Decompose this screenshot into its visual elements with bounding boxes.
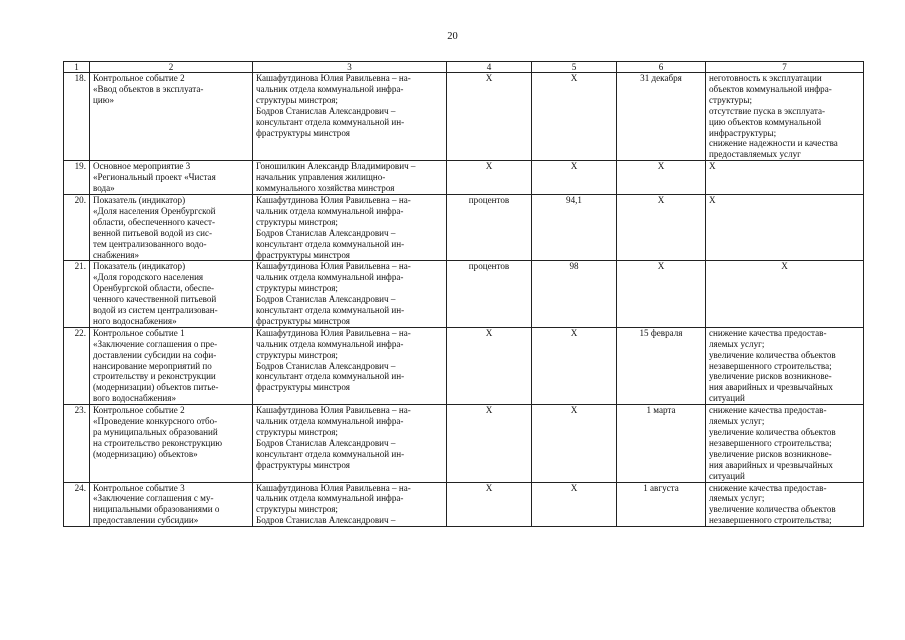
column-header: 2	[90, 62, 253, 73]
responsible-cell	[253, 405, 447, 482]
cell-text-line: Бодров Станислав Александрович –	[256, 437, 396, 448]
cell-text-line: чальник отдела коммунальной инфра-	[256, 272, 404, 283]
unit-cell: процентов	[447, 194, 532, 260]
cell-text-line: доставлении субсидии на софи-	[93, 349, 217, 360]
date-cell: X	[617, 261, 706, 327]
cell-text-line: ченного качественной питьевой	[93, 294, 217, 305]
cell-text-line: отсутствие пуска в эксплуата-	[709, 105, 826, 116]
cell-text-line: Основное мероприятие 3	[93, 161, 191, 172]
cell-text-line: Кашафутдинова Юлия Равильевна – на-	[256, 482, 411, 493]
event-cell	[90, 194, 253, 260]
page-number: 20	[447, 31, 458, 42]
cell-text-line: ляемых услуг;	[709, 416, 765, 427]
row-number-cell: 24.	[64, 482, 90, 527]
cell-text-line: ситуаций	[709, 470, 745, 481]
event-cell	[90, 161, 253, 195]
cell-text-line: чальник отдела коммунальной инфра-	[256, 338, 404, 349]
cell-text-line: структуры;	[709, 94, 752, 105]
responsible-cell	[253, 261, 447, 327]
cell-text-line: структуры минстроя;	[256, 94, 338, 105]
value-cell: 98	[532, 261, 617, 327]
cell-text-line: объектов коммунальной инфра-	[709, 83, 832, 94]
unit-cell: X	[447, 73, 532, 161]
column-header: 5	[532, 62, 617, 73]
cell-text-line: Контрольное событие 1	[93, 327, 185, 338]
cell-text-line: увеличение количества объектов	[709, 349, 836, 360]
cell-text-line: фраструктуры минстроя	[256, 249, 350, 260]
cell-text-line: ситуаций	[709, 393, 745, 404]
cell-text-line: структуры минстроя;	[256, 349, 338, 360]
cell-text-line: структуры минстроя;	[256, 504, 338, 515]
table-row	[64, 405, 864, 482]
cell-text-line: снижение качества предостав-	[709, 327, 827, 338]
table-row	[64, 327, 864, 404]
unit-cell: X	[447, 327, 532, 404]
cell-text-line: Кашафутдинова Юлия Равильевна – на-	[256, 73, 411, 83]
cell-text-line: ляемых услуг;	[709, 338, 765, 349]
cell-text-line: чальник отдела коммунальной инфра-	[256, 416, 404, 427]
cell-text-line: снижение надежности и качества	[709, 138, 838, 149]
cell-text-line: венной питьевой водой из сис-	[93, 227, 213, 238]
cell-text-line: Контрольное событие 2	[93, 405, 185, 416]
row-number-cell: 21.	[64, 261, 90, 327]
cell-text-line: области, обеспеченного качест-	[93, 216, 216, 227]
value-cell: X	[532, 482, 617, 527]
table-row	[64, 161, 864, 195]
cell-text-line: фраструктуры минстроя	[256, 382, 350, 393]
cell-text-line: Бодров Станислав Александрович –	[256, 360, 396, 371]
cell-text-line: увеличение рисков возникнове-	[709, 448, 832, 459]
value-cell: X	[532, 327, 617, 404]
cell-text-line: Кашафутдинова Юлия Равильевна – на-	[256, 261, 411, 272]
page-bottom-margin	[0, 582, 905, 640]
cell-text-line: Оренбургской области, обеспе-	[93, 283, 215, 294]
cell-text-line: вого водоснабжения»	[93, 393, 177, 404]
event-cell	[90, 261, 253, 327]
event-cell	[90, 405, 253, 482]
event-cell	[90, 327, 253, 404]
cell-text-line: незавершенного строительства;	[709, 515, 832, 526]
cell-text-line: ляемых услуг;	[709, 493, 765, 504]
cell-text-line: чальник отдела коммунальной инфра-	[256, 493, 404, 504]
cell-text-line: снабжения»	[93, 249, 140, 260]
cell-text-line: «Проведение конкурсного отбо-	[93, 416, 218, 427]
cell-text-line: консультант отдела коммунальной ин-	[256, 116, 405, 127]
row-number-cell: 23.	[64, 405, 90, 482]
unit-cell: процентов	[447, 261, 532, 327]
column-header: 3	[253, 62, 447, 73]
cell-text-line: Кашафутдинова Юлия Равильевна – на-	[256, 194, 411, 205]
cell-text-line: увеличение количества объектов	[709, 504, 836, 515]
cell-text-line: ра муниципальных образований	[93, 427, 218, 437]
column-header: 1	[64, 62, 90, 73]
cell-text-line: (модернизации) объектов питье-	[93, 382, 219, 393]
cell-text-line: «Доля населения Оренбургской	[93, 205, 216, 216]
cell-text-line: Показатель (индикатор)	[93, 261, 186, 272]
value-cell: 94,1	[532, 194, 617, 260]
table-row	[64, 73, 864, 161]
cell-text-line: ниципальными образованиями о	[93, 504, 220, 515]
cell-text-line: ного водоснабжения»	[93, 315, 177, 326]
risks-cell	[706, 482, 864, 527]
cell-text-line: консультант отдела коммунальной ин-	[256, 448, 405, 459]
cell-text-line: X	[709, 161, 716, 172]
responsible-cell	[253, 194, 447, 260]
cell-text-line: X	[781, 261, 788, 272]
column-number-row	[64, 62, 864, 73]
cell-text-line: снижение качества предостав-	[709, 482, 827, 493]
table-row	[64, 482, 864, 527]
cell-text-line: незавершенного строительства;	[709, 360, 832, 371]
cell-text-line: Бодров Станислав Александрович –	[256, 105, 396, 116]
date-cell: 1 августа	[617, 482, 706, 527]
cell-text-line: структуры минстроя;	[256, 427, 338, 437]
risks-cell	[706, 194, 864, 260]
table-row	[64, 194, 864, 260]
cell-text-line: водой из систем централизован-	[93, 305, 218, 316]
date-cell: 31 декабря	[617, 73, 706, 161]
row-number-cell: 20.	[64, 194, 90, 260]
cell-text-line: ния аварийных и чрезвычайных	[709, 459, 833, 470]
cell-text-line: Бодров Станислав Александрович –	[256, 294, 396, 305]
cell-text-line: X	[709, 194, 716, 205]
cell-text-line: Бодров Станислав Александрович –	[256, 515, 396, 526]
row-number-cell: 22.	[64, 327, 90, 404]
cell-text-line: фраструктуры минстроя	[256, 315, 350, 326]
cell-text-line: «Ввод объектов в эксплуата-	[93, 83, 204, 94]
risks-cell	[706, 405, 864, 482]
cell-text-line: увеличение количества объектов	[709, 427, 836, 437]
cell-text-line: незавершенного строительства;	[709, 437, 832, 448]
cell-text-line: «Региональный проект «Чистая	[93, 172, 216, 183]
unit-cell: X	[447, 161, 532, 195]
column-header: 6	[617, 62, 706, 73]
cell-text-line: Контрольное событие 3	[93, 482, 185, 493]
cell-text-line: увеличение рисков возникнове-	[709, 371, 832, 382]
cell-text-line: на строительство реконструкцию	[93, 437, 223, 448]
column-header: 4	[447, 62, 532, 73]
cell-text-line: структуры минстроя;	[256, 283, 338, 294]
cell-text-line: консультант отдела коммунальной ин-	[256, 305, 405, 316]
cell-text-line: «Заключение соглашения о пре-	[93, 338, 218, 349]
column-header: 7	[706, 62, 864, 73]
value-cell: X	[532, 73, 617, 161]
cell-text-line: структуры минстроя;	[256, 216, 338, 227]
cell-text-line: коммунального хозяйства минстроя	[256, 183, 395, 194]
cell-text-line: чальник отдела коммунальной инфра-	[256, 83, 404, 94]
event-cell	[90, 73, 253, 161]
responsible-cell	[253, 73, 447, 161]
date-cell: X	[617, 194, 706, 260]
value-cell: X	[532, 405, 617, 482]
cell-text-line: Гоношилкин Александр Владимирович –	[256, 161, 416, 172]
value-cell: X	[532, 161, 617, 195]
risks-cell	[706, 161, 864, 195]
cell-text-line: цию объектов коммунальной	[709, 116, 822, 127]
date-cell: 1 марта	[617, 405, 706, 482]
event-cell	[90, 482, 253, 527]
cell-text-line: вода»	[93, 183, 115, 194]
risks-cell	[706, 73, 864, 161]
cell-text-line: консультант отдела коммунальной ин-	[256, 371, 405, 382]
cell-text-line: (модернизацию) объектов»	[93, 448, 198, 459]
responsible-cell	[253, 161, 447, 195]
cell-text-line: начальник управления жилищно-	[256, 172, 386, 183]
cell-text-line: строительству и реконструкции	[93, 371, 216, 382]
cell-text-line: Показатель (индикатор)	[93, 194, 186, 205]
cell-text-line: «Доля городского населения	[93, 272, 204, 283]
cell-text-line: Кашафутдинова Юлия Равильевна – на-	[256, 327, 411, 338]
table-row	[64, 261, 864, 327]
date-cell: 15 февраля	[617, 327, 706, 404]
cell-text-line: неготовность к эксплуатации	[709, 73, 822, 83]
cell-text-line: «Заключение соглашения с му-	[93, 493, 214, 504]
cell-text-line: Бодров Станислав Александрович –	[256, 227, 396, 238]
implementation-plan-table	[63, 61, 864, 527]
cell-text-line: нансирование мероприятий по	[93, 360, 212, 371]
cell-text-line: цию»	[93, 94, 115, 105]
cell-text-line: ния аварийных и чрезвычайных	[709, 382, 833, 393]
cell-text-line: Контрольное событие 2	[93, 73, 185, 83]
cell-text-line: предоставлении субсидии»	[93, 515, 199, 526]
row-number-cell: 18.	[64, 73, 90, 161]
cell-text-line: консультант отдела коммунальной ин-	[256, 238, 405, 249]
unit-cell: X	[447, 405, 532, 482]
cell-text-line: фраструктуры минстроя	[256, 127, 350, 138]
responsible-cell	[253, 327, 447, 404]
cell-text-line: Кашафутдинова Юлия Равильевна – на-	[256, 405, 411, 416]
date-cell: X	[617, 161, 706, 195]
risks-cell	[706, 261, 864, 327]
cell-text-line: фраструктуры минстроя	[256, 459, 350, 470]
responsible-cell	[253, 482, 447, 527]
row-number-cell: 19.	[64, 161, 90, 195]
cell-text-line: предоставляемых услуг	[709, 149, 801, 160]
unit-cell: X	[447, 482, 532, 527]
cell-text-line: тем централизованного водо-	[93, 238, 207, 249]
cell-text-line: чальник отдела коммунальной инфра-	[256, 205, 404, 216]
cell-text-line: инфраструктуры;	[709, 127, 777, 138]
risks-cell	[706, 327, 864, 404]
cell-text-line: снижение качества предостав-	[709, 405, 827, 416]
